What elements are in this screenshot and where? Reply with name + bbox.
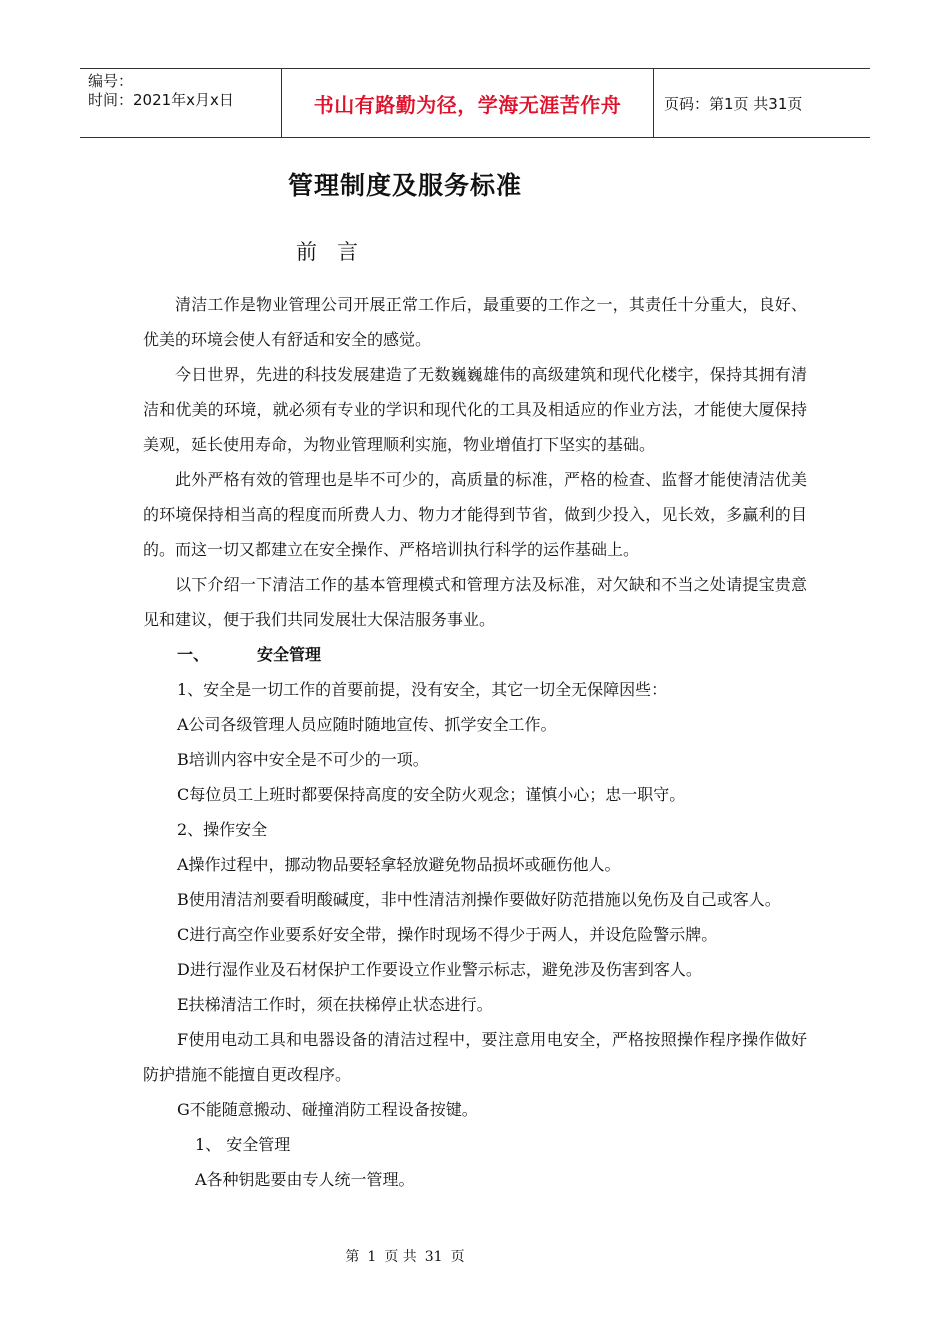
paragraph: 以下介绍一下清洁工作的基本管理模式和管理方法及标准，对欠缺和不当之处请提宝贵意见和建议，便于我们共同发展壮大保洁服务事业。: [143, 575, 807, 629]
page-info: 页码：第1页 共31页: [664, 94, 803, 113]
list-item: C进行高空作业要系好安全带，操作时现场不得少于两人，并设危险警示牌。: [177, 925, 718, 944]
section-heading: [143, 637, 807, 672]
list-item: 2、操作安全: [177, 820, 268, 839]
footer-total-pages: 31: [424, 1249, 443, 1265]
paragraph: 此外严格有效的管理也是毕不可少的，高质量的标准，严格的检查、监督才能使清洁优美的环境保持相当高的程度而所费人力、物力才能得到节省，做到少投入，见长效，多赢利的目的。而这一切又都建立在安全操作、严格培训执行科学的运作基础上。: [143, 470, 807, 559]
list-item: 1、安全是一切工作的首要前提，没有安全，其它一切全无保障因些：: [177, 680, 668, 699]
paragraph: 今日世界，先进的科技发展建造了无数巍巍雄伟的高级建筑和现代化楼宇，保持其拥有清洁和优美的环境，就必须有专业的学识和现代化的工具及相适应的作业方法，才能使大厦保持美观，延长使用寿命，为物业管理顺利实施，物业增值打下坚实的基础。: [143, 365, 807, 454]
list-item: C每位员工上班时都要保持高度的安全防火观念；谨慎小心；忠一职守。: [177, 785, 686, 804]
header-motto-cell: [282, 69, 654, 137]
document-body: [143, 287, 807, 1197]
header-page-cell: [654, 69, 870, 137]
list-item: B培训内容中安全是不可少的一项。: [177, 750, 429, 769]
header-meta-cell: [80, 69, 282, 137]
page-title: 管理制度及服务标准: [287, 171, 522, 200]
preface-title: 前言: [296, 240, 378, 264]
list-item: A公司各级管理人员应随时随地宣传、抓学安全工作。: [177, 715, 557, 734]
time-label: 时间：2021年x月x日: [88, 91, 234, 109]
sub-list-item: 1、 安全管理: [195, 1135, 291, 1154]
list-item: E扶梯清洁工作时，须在扶梯停止状态进行。: [177, 995, 493, 1014]
section-number: 一、: [177, 645, 210, 664]
motto-text: 书山有路勤为径，学海无涯苦作舟: [313, 92, 622, 117]
footer-mid: 页 共: [384, 1249, 417, 1265]
list-item: G不能随意搬动、碰撞消防工程设备按键。: [177, 1100, 478, 1119]
list-item: A操作过程中，挪动物品要轻拿轻放避免物品损坏或砸伤他人。: [177, 855, 621, 874]
footer-prefix: 第: [345, 1249, 360, 1265]
number-label: 编号：: [88, 72, 134, 90]
list-item: D进行湿作业及石材保护工作要设立作业警示标志，避免涉及伤害到客人。: [177, 960, 702, 979]
footer-suffix: 页: [450, 1249, 465, 1265]
paragraph: 清洁工作是物业管理公司开展正常工作后，最重要的工作之一，其责任十分重大，良好、优美的环境会使人有舒适和安全的感觉。: [143, 295, 807, 349]
footer-page-number: 1: [367, 1249, 377, 1265]
section-title: 安全管理: [257, 645, 322, 664]
document-header: [80, 68, 870, 138]
list-item: F使用电动工具和电器设备的清洁过程中，要注意用电安全，严格按照操作程序操作做好防护措施不能擅自更改程序。: [143, 1030, 807, 1084]
sub-list-item: A各种钥匙要由专人统一管理。: [195, 1170, 415, 1189]
page-footer: [0, 1246, 880, 1266]
list-item: B使用清洁剂要看明酸碱度，非中性清洁剂操作要做好防范措施以免伤及自己或客人。: [177, 890, 781, 909]
